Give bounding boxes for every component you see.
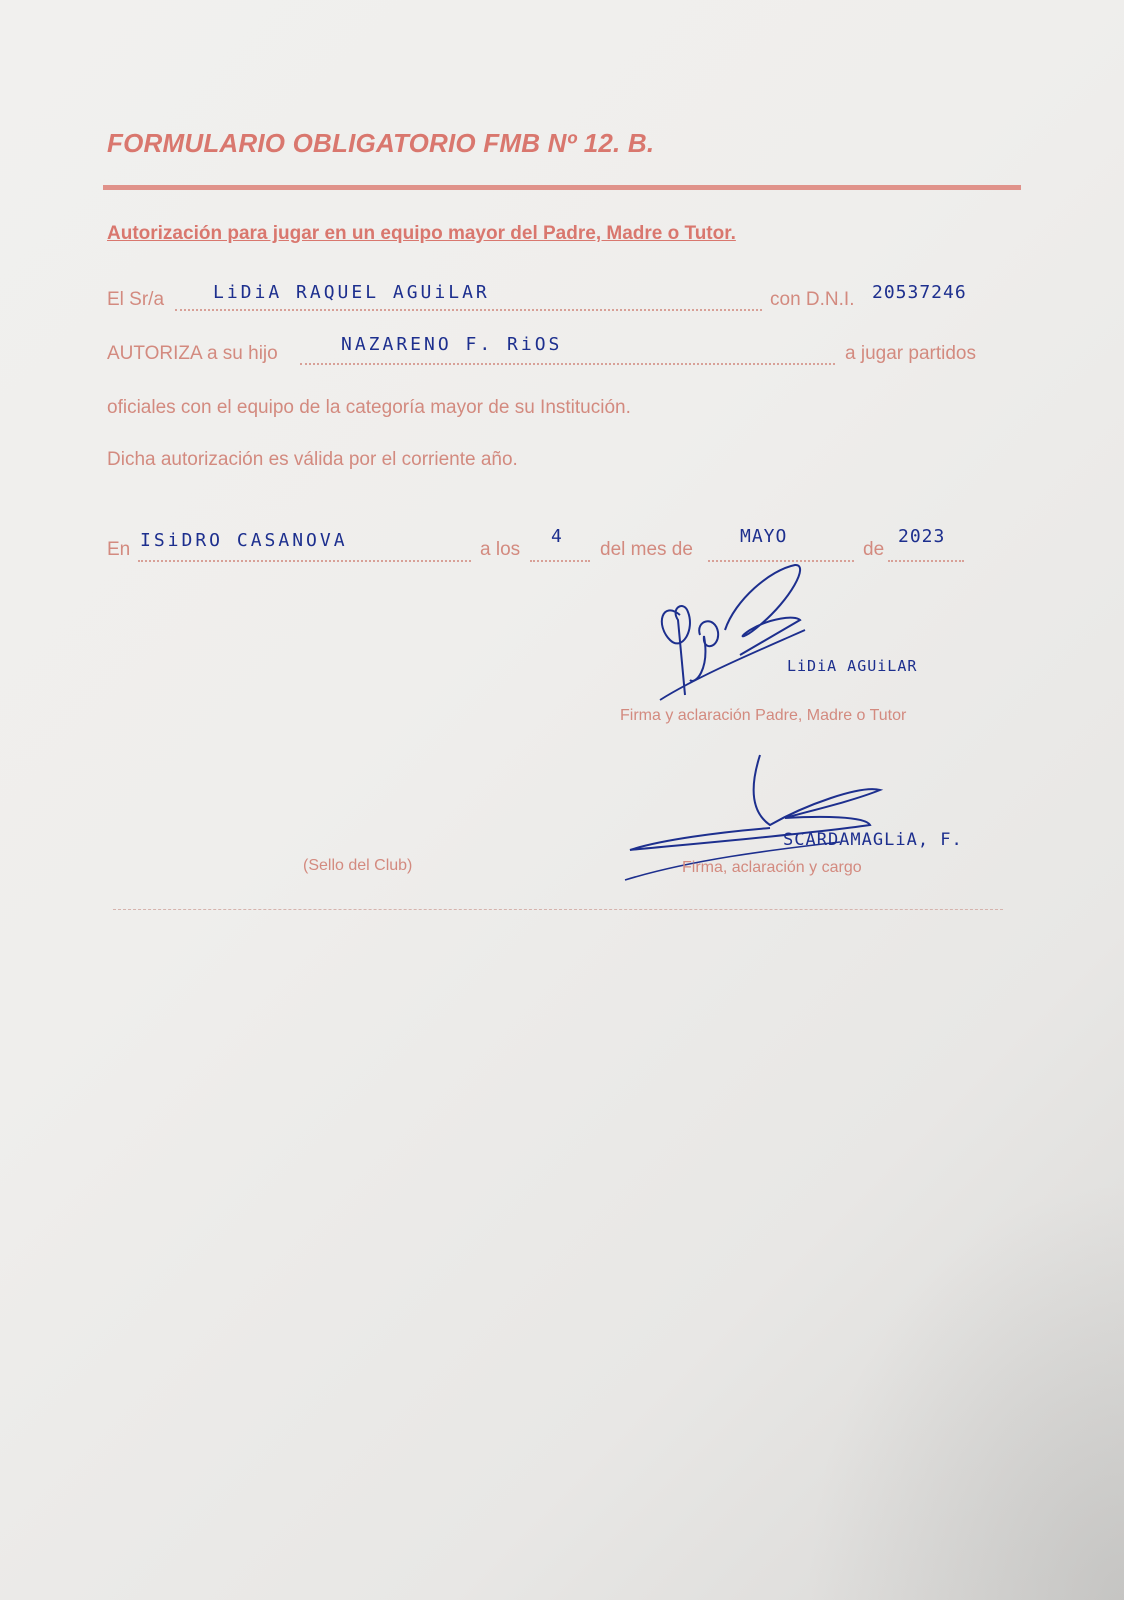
- title-divider: [103, 185, 1021, 190]
- day-label: a los: [480, 539, 521, 560]
- name-blank: [175, 309, 762, 311]
- club-stamp-caption: (Sello del Club): [303, 857, 413, 874]
- month-label: del mes de: [600, 539, 693, 560]
- form-subtitle: Autorización para jugar en un equipo mayor del Padre, Madre o Tutor.: [107, 223, 736, 244]
- parent-clarification: LiDiA AGUiLAR: [787, 657, 918, 675]
- parent-signature-drawing: [640, 560, 820, 710]
- handwritten-child: NAZARENO F. RiOS: [341, 334, 563, 355]
- page-shadow: [804, 1180, 1124, 1600]
- cut-line: [113, 909, 1003, 910]
- handwritten-place: ISiDRO CASANOVA: [140, 530, 348, 551]
- club-signature-caption: Firma, aclaración y cargo: [682, 859, 862, 876]
- handwritten-year: 2023: [898, 526, 946, 547]
- place-blank: [138, 560, 471, 562]
- handwritten-day: 4: [551, 526, 565, 547]
- parent-signature-caption: Firma y aclaración Padre, Madre o Tutor: [620, 707, 907, 724]
- club-clarification: SCARDAMAGLiA, F.: [783, 830, 963, 850]
- name-label: El Sr/a: [107, 289, 165, 310]
- place-label: En: [107, 539, 131, 560]
- dni-label: con D.N.I.: [770, 289, 855, 310]
- year-blank: [888, 560, 964, 562]
- body-line-4: Dicha autorización es válida por el corriente año.: [107, 449, 518, 470]
- child-blank: [300, 363, 835, 365]
- body-line-3: oficiales con el equipo de la categoría mayor de su Institución.: [107, 397, 631, 418]
- child-label: AUTORIZA a su hijo: [107, 343, 278, 364]
- form-title: FORMULARIO OBLIGATORIO FMB Nº 12. B.: [107, 128, 655, 158]
- handwritten-month: MAYO: [740, 526, 788, 547]
- day-blank: [530, 560, 590, 562]
- handwritten-dni: 20537246: [872, 282, 967, 303]
- play-label: a jugar partidos: [845, 343, 976, 364]
- handwritten-name: LiDiA RAQUEL AGUiLAR: [213, 282, 490, 303]
- year-label: de: [863, 539, 885, 560]
